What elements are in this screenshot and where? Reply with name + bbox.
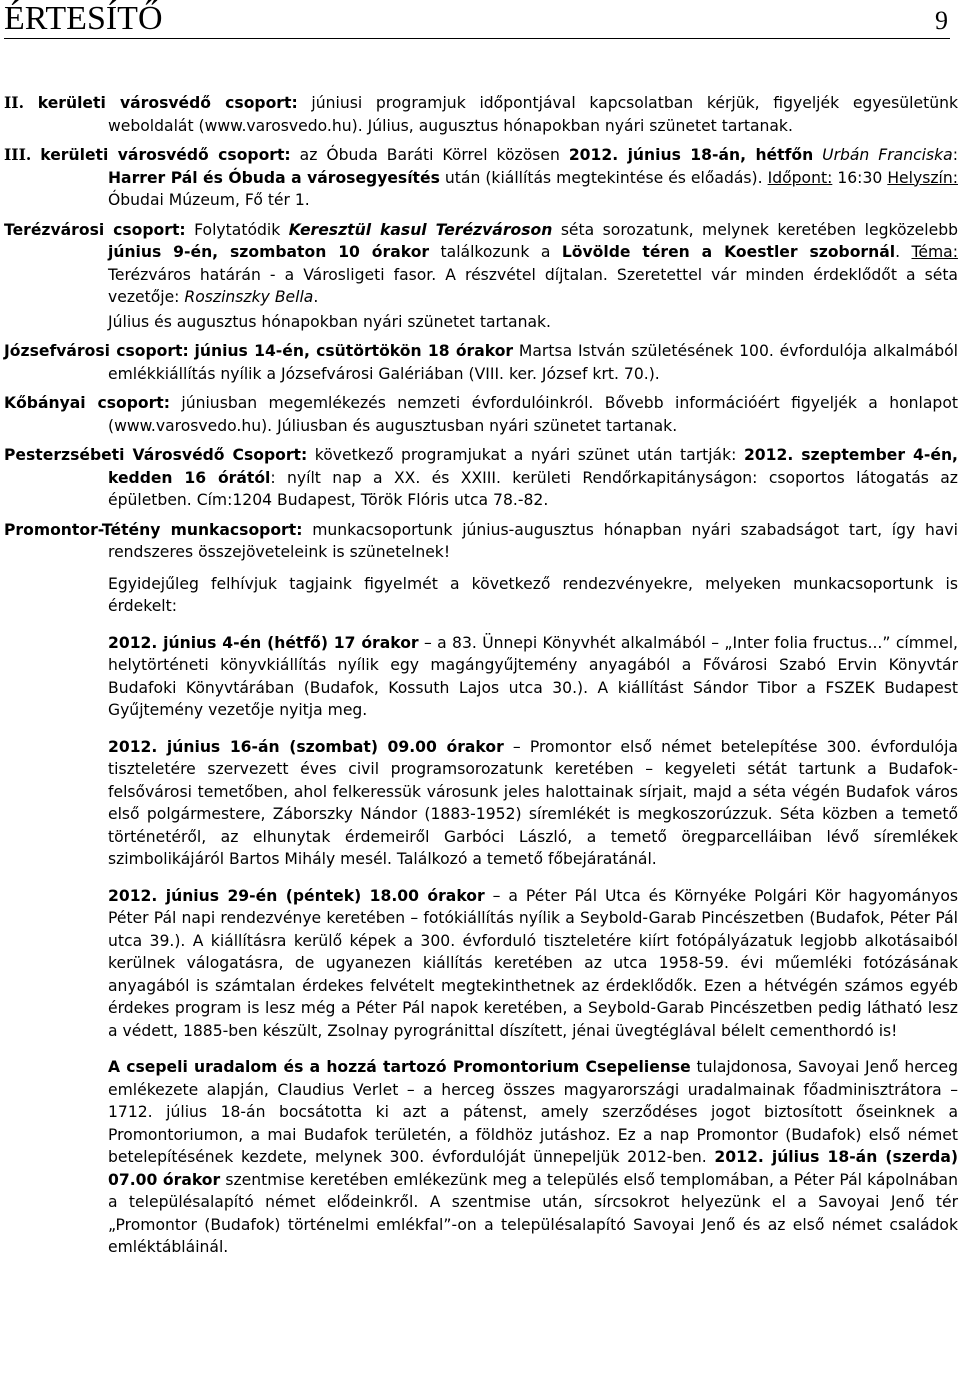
entry-text: júniusi programjuk időpontjával kapcsolatban kérjük, figyeljék egyesületünk weboldalát (www.varosvedo.hu). Július, augusztus hónapokban nyári szünetet tartanak.: [108, 94, 958, 135]
event-date: június 9-én, szombaton 10 órakor: [108, 243, 430, 261]
entry-text: munkacsoportunk június-augusztus hónapban nyári szabadságot tart, így havi rendszeres összejöveteleink is szünetelnek!: [108, 520, 958, 561]
event-text: – a 83. Ünnepi Könyvhét alkalmából – „Inter folia fructus...” címmel, helytörténeti könyvkiállítás nyílik egy magángyűjtemény anyagából a Fővárosi Szabó Ervin Könyvtár Budafoki Könyvtárában (Budafok, Kossuth Lajos utca 30.). A kiállítást Sándor Tibor a FSZEK Budapest Gyűjtemény vezetője nyitja meg.: [108, 633, 958, 719]
event-text: – Promontor első német betelepítése 300. évfordulója tiszteletére szervezett éves civil programsorozatunk keretében – kegyeleti sétát tartunk a Budafok-felsővárosi temetőben, ahol felkeressük városunk jeles halottainak sírjait, majd a séta végén Budafok város első polgármestere, Záborszky Nándor (1883-1952) síremlékét is megkoszorúzzuk. Séta közben a temető történetéről, az elhunytak érdemeiről Garbóci László, a temető öregparcelláiban lévő síremlékek szimbolikájáról Bartos Mihály mesél. Találkozó a temető főbejáratánál.: [108, 737, 958, 868]
promontor-event-3: [108, 885, 958, 1043]
speaker-name: Urbán Franciska: [822, 146, 953, 164]
event-date: 2012. június 29-én (péntek) 18.00 órakor: [108, 886, 485, 905]
group-name: Terézvárosi csoport:: [4, 220, 186, 239]
event-text: tulajdonosa, Savoyai Jenő herceg emlékezete alapján, Claudius Verlet – a herceg összes magyarországi uradalmainak főadminisztrátora – 1712. július 18-án bocsátotta ki azt a pátenst, amely szerződéses jogot biztosított őseinknek a Promontoriumon, a mai Budafok területén, a földhöz jutáshoz. Ez a nap Promontor (Budafok) első német betelepítésének kezdete, melynek 300. évfordulóját ünnepeljük 2012-ben.: [108, 1058, 958, 1166]
entry-text: az Óbuda Baráti Körrel közösen: [299, 146, 560, 164]
entry-text: Martsa István születésének 100. évfordulója alkalmából emlékkiállítás nyílik a Józsefvárosi Galériában (VIII. ker. József krt. 70.).: [108, 342, 959, 383]
promontor-event-4: [108, 1056, 958, 1259]
entry-text: Terézváros határán - a Városligeti fasor. A részvétel díjtalan. Szeretettel vár minden érdeklődőt a séta vezetője:: [108, 265, 958, 306]
pesterzsebet-entry: [4, 444, 958, 512]
promontor-event-1: [108, 632, 958, 722]
promontor-event-2: [108, 736, 958, 871]
entry-text: júniusban megemlékezés nemzeti évfordulóinkról. Bővebb információért figyeljék a honlapot (www.varosvedo.hu). Júliusban és augusztusban nyári szünetet tartanak.: [108, 394, 958, 435]
district-number: II.: [4, 93, 25, 112]
meeting-point: Lövölde téren a Koestler szobornál: [561, 243, 896, 261]
group-name: kerületi városvédő csoport:: [40, 146, 291, 164]
theme-label: Téma:: [911, 243, 958, 261]
event-title: A csepeli uradalom és a hozzá tartozó Promontorium Csepeliense: [108, 1058, 691, 1076]
place-label: Helyszín:: [887, 168, 958, 187]
event-date: 2012. június 16-án (szombat) 09.00 órakor: [108, 737, 504, 756]
promontor-intro: Egyidejűleg felhívjuk tagjaink figyelmét a következő rendezvényekre, melyeken munkacsoportunk is érdekelt:: [108, 574, 958, 615]
jozsefvaros-entry: [4, 340, 958, 385]
colon: :: [952, 146, 958, 164]
group-name: Józsefvárosi csoport:: [4, 342, 189, 360]
district-iii-entry: [4, 144, 958, 212]
event-date: 2012. szeptember 4-én, kedden 16 órától: [108, 446, 958, 487]
walk-series: Keresztül kasul Terézvároson: [288, 220, 553, 239]
group-name: Promontor-Tétény munkacsoport:: [4, 520, 303, 539]
kobanya-entry: [4, 392, 958, 437]
entry-text: után (kiállítás megtekintése és előadás).: [444, 168, 763, 187]
event-date: 2012. július 18-án (szerda) 07.00 órakor: [108, 1148, 958, 1189]
group-name: Pesterzsébeti Városvédő Csoport:: [4, 446, 308, 464]
entry-text: találkozunk a: [440, 243, 551, 261]
terezvaros-entry: [4, 219, 958, 309]
page-content: [4, 92, 958, 1273]
entry-text: következő programjukat a nyári szünet után tartják:: [314, 446, 737, 464]
terezvaros-summer-note: Július és augusztus hónapokban nyári szünetet tartanak.: [108, 312, 552, 331]
event-place: Óbudai Múzeum, Fő tér 1.: [108, 191, 310, 209]
district-ii-entry: [4, 92, 958, 137]
walk-leader: Roszinszky Bella: [184, 288, 314, 306]
promontor-teteny-entry: [4, 519, 958, 564]
district-number: III.: [4, 145, 32, 164]
newsletter-title: ÉRTESÍTŐ: [4, 0, 163, 37]
entry-text: .: [895, 243, 901, 261]
event-date: június 14-én, csütörtökön 18 órakor: [194, 342, 514, 360]
group-name: kerületi városvédő csoport:: [37, 94, 298, 112]
event-date: 2012. június 18-án, hétfőn: [568, 146, 814, 164]
page-number: 9: [935, 6, 948, 35]
entry-text: .: [313, 288, 319, 306]
lecture-topic: Harrer Pál és Óbuda a városegyesítés: [108, 168, 440, 187]
event-text: szentmise keretében emlékezünk meg a település első templomában, a Péter Pál kápolnában a településalapító német elődeinkről. A szentmise után, sírcsokrot helyezünk el a Savoyai Jenő tér „Promontor (Budafok) történelmi emlékfal”-on a településalapító Savoyai Jenő és az első német családok emléktábláinál.: [108, 1170, 958, 1256]
entry-text: Folytatódik: [194, 220, 281, 239]
event-text: – a Péter Pál Utca és Környéke Polgári Kör hagyományos Péter Pál napi rendezvénye keretében – fotókiállítás nyílik a Seybold-Garab Pincészetben (Budafok, Péter Pál utca 39.). A kiállításra kerülő képek a 300. évforduló tiszteletére kiírt fotópályázatuk legjobb alkotásaiból kerülnek válogatásra, de ugyanezen kiállítás keretében az utca 1958-59. évi műemléki fotózásának anyagából is számtalan érdekes felvételt megtekinthetnek az érdeklődők. Ezen a hétvégén számos egyéb érdekes program is lesz még a Péter Pál napok keretében, a Seybold-Garab Pincészetben pedig látható lesz a védett, 1885-ben készült, Zsolnay pyrogránittal díszített, jénai üvegtéglával bélelt cementhordó is!: [108, 886, 958, 1040]
event-date: 2012. június 4-én (hétfő) 17 órakor: [108, 633, 419, 652]
entry-text: : nyílt nap a XX. és XXIII. kerületi Rendőrkapitányságon: csoportos látogatás az épületben. Cím:1204 Budapest, Török Flóris utca 78.-82.: [108, 468, 958, 509]
entry-text: séta sorozatunk, melynek keretében legközelebb: [560, 220, 958, 239]
event-time: 16:30: [837, 168, 883, 187]
time-label: Időpont:: [767, 168, 833, 187]
group-name: Kőbányai csoport:: [4, 394, 170, 412]
page-header: [4, 0, 950, 39]
